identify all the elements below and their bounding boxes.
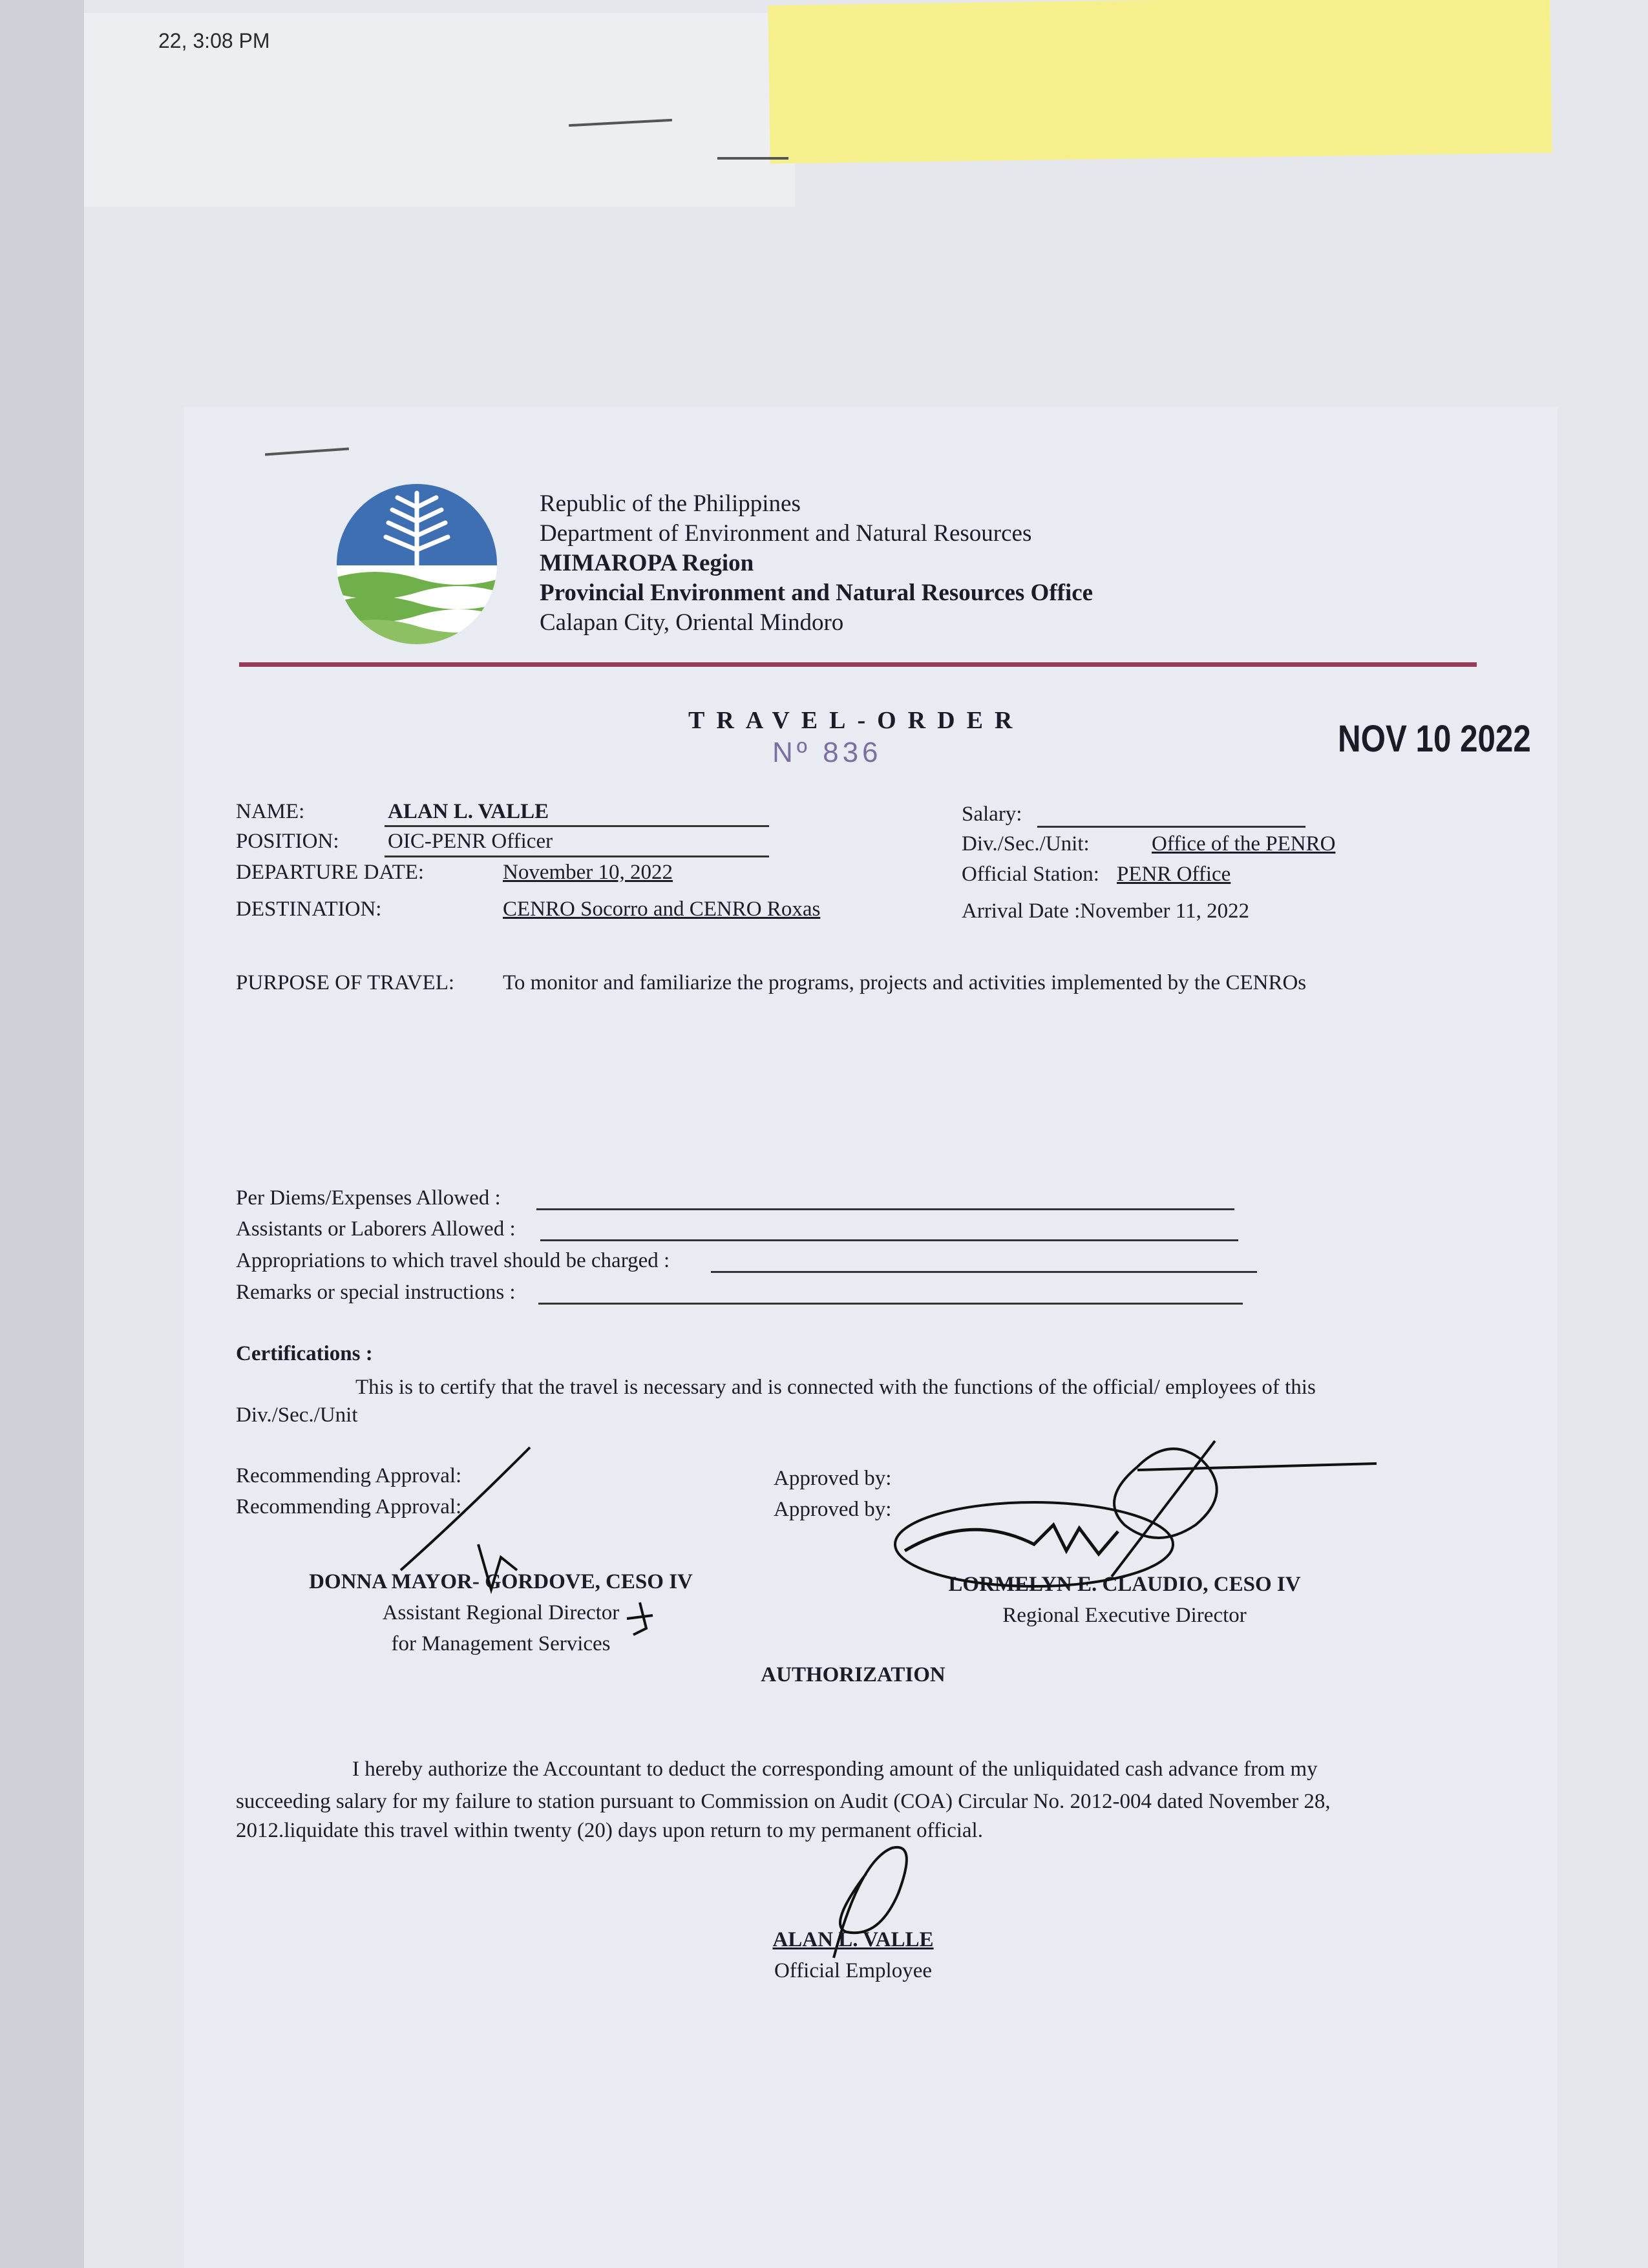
assistants-line <box>540 1239 1238 1241</box>
division-label: Div./Sec./Unit: <box>962 832 1090 856</box>
recommending-label-1: Recommending Approval: <box>236 1464 462 1487</box>
document-page <box>184 407 1558 2268</box>
recommender-title-2: for Management Services <box>391 1632 611 1655</box>
position-value: OIC-PENR Officer <box>388 830 553 853</box>
denr-logo <box>333 481 501 646</box>
destination-label: DESTINATION: <box>236 898 382 921</box>
recommender-signature <box>362 1441 672 1661</box>
station-label: Official Station: <box>962 863 1099 886</box>
authorization-line3: 2012.liquidate this travel within twenty (20) days upon return to my permanent official. <box>236 1819 983 1842</box>
arrival-value: November 11, 2022 <box>1080 899 1250 923</box>
sticky-note <box>768 0 1552 163</box>
per-diems-label: Per Diems/Expenses Allowed : <box>236 1186 501 1210</box>
scan-background-left <box>0 0 84 2268</box>
header-city: Calapan City, Oriental Mindoro <box>540 609 844 636</box>
name-underline <box>385 825 769 827</box>
remarks-label: Remarks or special instructions : <box>236 1281 516 1304</box>
recommender-name: DONNA MAYOR- GORDOVE, CESO IV <box>309 1570 693 1593</box>
approver-signature <box>892 1434 1383 1602</box>
departure-value: November 10, 2022 <box>503 861 673 884</box>
salary-label: Salary: <box>962 803 1022 826</box>
name-value: ALAN L. VALLE <box>388 800 549 823</box>
approved-label-2: Approved by: <box>774 1498 892 1521</box>
assistants-label: Assistants or Laborers Allowed : <box>236 1217 516 1241</box>
certifications-text-line2: Div./Sec./Unit <box>236 1403 358 1427</box>
header-republic: Republic of the Philippines <box>540 490 801 517</box>
date-stamp: NOV 10 2022 <box>1338 718 1531 760</box>
header-office: Provincial Environment and Natural Resources Office <box>540 580 1093 606</box>
header-region: MIMAROPA Region <box>540 550 754 576</box>
signer-title: Official Employee <box>774 1959 933 1982</box>
salary-underline <box>1037 826 1305 828</box>
recommender-title-1: Assistant Regional Director <box>382 1601 620 1624</box>
appropriations-line <box>711 1271 1257 1273</box>
print-timestamp: 22, 3:08 PM <box>158 29 270 52</box>
approver-name: LORMELYN E. CLAUDIO, CESO IV <box>948 1573 1301 1596</box>
certifications-text <box>236 1371 1474 1403</box>
arrival-label-text: Arrival Date : <box>962 899 1081 923</box>
header-rule <box>239 662 1477 667</box>
header-department: Department of Environment and Natural Resources <box>540 520 1032 547</box>
division-value: Office of the PENRO <box>1152 832 1336 856</box>
approver-title: Regional Executive Director <box>1002 1604 1247 1627</box>
destination-value: CENRO Socorro and CENRO Roxas <box>503 898 821 921</box>
certifications-text-line1: This is to certify that the travel is necessary and is connected with the functions of the official/ employees of this <box>355 1376 1316 1399</box>
recommending-label-2: Recommending Approval: <box>236 1495 462 1518</box>
purpose-label: PURPOSE OF TRAVEL: <box>236 971 455 994</box>
station-value: PENR Office <box>1117 863 1231 886</box>
authorization-line2: succeeding salary for my failure to station pursuant to Commission on Audit (COA) Circular No. 2012-004 dated November 28, <box>236 1790 1331 1813</box>
certifications-heading: Certifications : <box>236 1342 373 1365</box>
position-underline <box>385 856 769 857</box>
arrival-label <box>962 898 1249 924</box>
per-diems-line <box>536 1208 1234 1210</box>
authorization-line1: I hereby authorize the Accountant to deduct the corresponding amount of the unliquidated cash advance from my <box>352 1758 1318 1781</box>
approved-label-1: Approved by: <box>774 1467 892 1490</box>
appropriations-label: Appropriations to which travel should be charged : <box>236 1249 670 1272</box>
form-title: TRAVEL-ORDER <box>688 707 1024 734</box>
form-number <box>772 737 882 769</box>
authorization-heading: AUTHORIZATION <box>761 1663 945 1686</box>
signer-name: ALAN L. VALLE <box>772 1928 934 1951</box>
name-label: NAME: <box>236 800 305 823</box>
departure-label: DEPARTURE DATE: <box>236 861 425 884</box>
purpose-value: To monitor and familiarize the programs, projects and activities implemented by the CENROs <box>503 971 1307 994</box>
form-number-value: 836 <box>823 737 882 768</box>
position-label: POSITION: <box>236 830 339 853</box>
form-number-prefix: Nº <box>772 737 811 768</box>
remarks-line <box>538 1303 1243 1305</box>
pen-mark <box>717 157 788 160</box>
